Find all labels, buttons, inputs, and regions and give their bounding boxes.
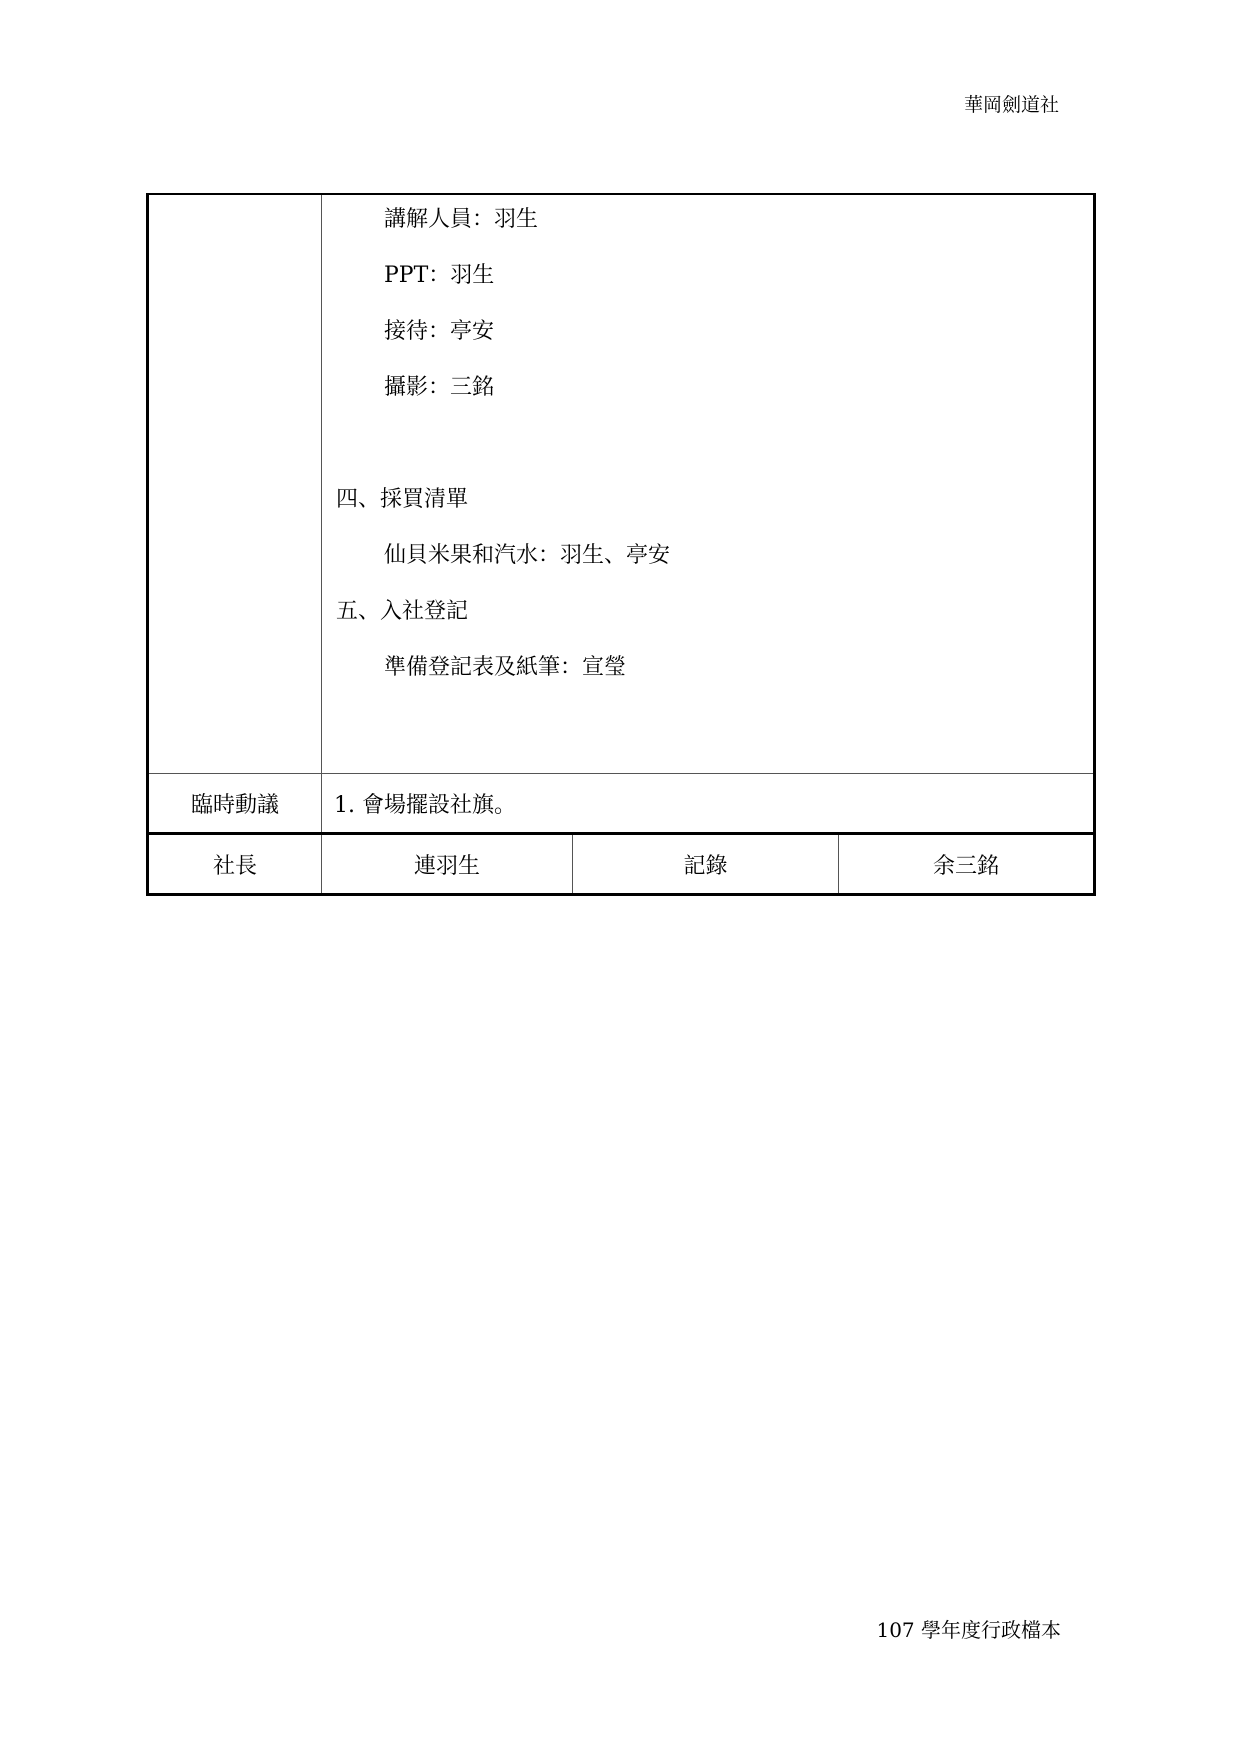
recorder-name: 余三銘 xyxy=(839,834,1095,895)
recorder-label: 記錄 xyxy=(573,834,839,895)
header-club-name: 華岡劍道社 xyxy=(963,94,1059,116)
content-section-heading: 五、入社登記 xyxy=(336,599,469,624)
content-line: 接待：亭安 xyxy=(384,319,495,344)
content-line: 講解人員：羽生 xyxy=(384,207,539,232)
motion-text: 1. 會場擺設社旗。 xyxy=(322,774,1095,834)
content-line: PPT：羽生 xyxy=(384,263,495,288)
content-line: 攝影：三銘 xyxy=(384,375,495,400)
signature-row xyxy=(148,834,1095,895)
president-label: 社長 xyxy=(148,834,322,895)
motion-label: 臨時動議 xyxy=(148,774,322,834)
content-section-heading: 四、採買清單 xyxy=(336,487,469,512)
content-row xyxy=(148,194,1095,774)
president-name: 連羽生 xyxy=(322,834,573,895)
motion-row xyxy=(148,774,1095,834)
content-cell xyxy=(322,194,1095,774)
content-line: 準備登記表及紙筆：宣瑩 xyxy=(384,655,627,680)
content-line: 仙貝米果和汽水：羽生、亭安 xyxy=(384,543,671,568)
footer-text: 107 學年度行政檔本 xyxy=(876,1618,1061,1642)
content-label-cell xyxy=(148,194,322,774)
content-blank-line xyxy=(322,431,1093,487)
minutes-table xyxy=(146,193,1096,896)
